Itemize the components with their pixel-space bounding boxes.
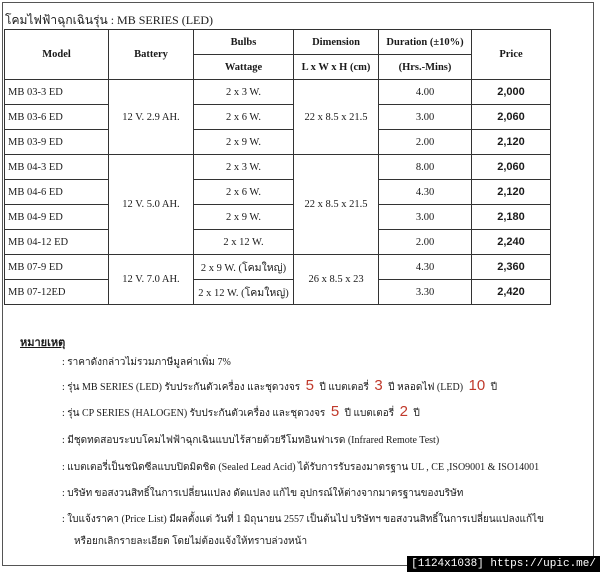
dimension-cell: 22 x 8.5 x 21.5 [294,80,379,155]
table-row [5,155,551,180]
price-cell: 2,180 [472,205,551,230]
table-row [5,105,551,130]
table-row [5,280,551,305]
price-cell: 2,120 [472,130,551,155]
model-cell: MB 03-6 ED [5,105,109,130]
price-cell: 2,360 [472,255,551,280]
duration-cell: 4.30 [379,255,472,280]
duration-cell: 2.00 [379,230,472,255]
wattage-cell: 2 x 3 W. [194,155,294,180]
note-text: ปี [490,382,498,393]
wattage-cell: 2 x 6 W. [194,180,294,205]
note-text: ปี แบตเตอรี่ [319,382,369,393]
battery-cell: 12 V. 2.9 AH. [109,80,194,155]
header-model: Model [5,30,109,80]
price-cell: 2,000 [472,80,551,105]
note-text: : รุ่น MB SERIES (LED) รับประกันตัวเครื่อง และชุดวงจร [62,382,301,393]
note-rights: : บริษัท ขอสงวนสิทธิ์ในการเปลี่ยนแปลง ดัดแปลง แก้ไข อุปกรณ์ให้ต่างจากมาตรฐานของบริษัท [62,488,464,499]
table-row [5,230,551,255]
model-cell: MB 04-12 ED [5,230,109,255]
wattage-cell: 2 x 6 W. [194,105,294,130]
table-row [5,255,551,280]
battery-cell: 12 V. 7.0 AH. [109,255,194,305]
header-wattage: Wattage [194,55,294,80]
wattage-cell: 2 x 12 W. (โคมใหญ่) [194,280,294,305]
wattage-cell: 2 x 12 W. [194,230,294,255]
model-cell: MB 03-9 ED [5,130,109,155]
header-duration: Duration (±10%) [379,30,472,55]
table-row [5,80,551,105]
watermark: [1124x1038] https://upic.me/ [407,556,600,572]
note-text: ปี แบตเตอรี่ [344,408,395,419]
header-bulbs: Bulbs [194,30,294,55]
table-row [5,205,551,230]
price-cell: 2,060 [472,155,551,180]
note-price-list-cont: หรือยกเลิกรายละเอียด โดยไม่ต้องแจ้งให้ทราบล่วงหน้า [74,536,308,547]
header-dimension: Dimension [294,30,379,55]
warranty-years: 5 [305,377,314,394]
model-cell: MB 04-9 ED [5,205,109,230]
duration-cell: 4.00 [379,80,472,105]
note-text: ปี [413,408,420,419]
warranty-years: 10 [468,377,486,394]
table-row [5,180,551,205]
header-battery: Battery [109,30,194,80]
notes-title: หมายเหตุ [20,337,66,349]
wattage-cell: 2 x 3 W. [194,80,294,105]
duration-cell: 2.00 [379,130,472,155]
header-duration-sub: (Hrs.-Mins) [379,55,472,80]
price-cell: 2,420 [472,280,551,305]
note-mb-warranty [62,377,497,395]
price-cell: 2,060 [472,105,551,130]
duration-cell: 3.30 [379,280,472,305]
duration-cell: 3.00 [379,105,472,130]
price-cell: 2,240 [472,230,551,255]
model-cell: MB 04-3 ED [5,155,109,180]
duration-cell: 3.00 [379,205,472,230]
note-battery: : แบตเตอรี่เป็นชนิดซีลแบบปิดมิดชิด (Sealed Lead Acid) ได้รับการรับรองมาตรฐาน UL , CE ,ISO9001 & ISO14001 [62,462,540,473]
page-title: โคมไฟฟ้าฉุกเฉินรุ่น : MB SERIES (LED) [5,13,214,27]
table-row [5,130,551,155]
note-remote-test: : มีชุดทดสอบระบบโคมไฟฟ้าฉุกเฉินแบบไร้สายด้วยรีโมทอินฟาเรด (Infrared Remote Test) [62,435,440,446]
warranty-years: 3 [374,377,383,394]
note-cp-warranty [62,403,420,421]
wattage-cell: 2 x 9 W. (โคมใหญ่) [194,255,294,280]
dimension-cell: 22 x 8.5 x 21.5 [294,155,379,255]
warranty-years: 2 [399,403,408,420]
note-text: : รุ่น CP SERIES (HALOGEN) รับประกันตัวเครื่อง และชุดวงจร [62,408,326,419]
header-dimension-sub: L x W x H (cm) [294,55,379,80]
battery-cell: 12 V. 5.0 AH. [109,155,194,255]
dimension-cell: 26 x 8.5 x 23 [294,255,379,305]
price-cell: 2,120 [472,180,551,205]
wattage-cell: 2 x 9 W. [194,130,294,155]
model-cell: MB 07-9 ED [5,255,109,280]
note-price-list: : ใบแจ้งราคา (Price List) มีผลตั้งแต่ วันที่ 1 มิถุนายน 2557 เป็นต้นไป บริษัทฯ ขอสงวนสิทธิ์ในการเปลี่ยนแปลงแก้ไข [62,514,544,525]
model-cell: MB 03-3 ED [5,80,109,105]
model-cell: MB 04-6 ED [5,180,109,205]
note-vat: : ราคาดังกล่าวไม่รวมภาษีมูลค่าเพิ่ม 7% [62,357,231,368]
duration-cell: 4.30 [379,180,472,205]
header-price: Price [472,30,551,80]
price-table [4,29,551,305]
warranty-years: 5 [330,403,340,420]
duration-cell: 8.00 [379,155,472,180]
wattage-cell: 2 x 9 W. [194,205,294,230]
note-text: ปี หลอดไฟ (LED) [388,382,464,393]
model-cell: MB 07-12ED [5,280,109,305]
